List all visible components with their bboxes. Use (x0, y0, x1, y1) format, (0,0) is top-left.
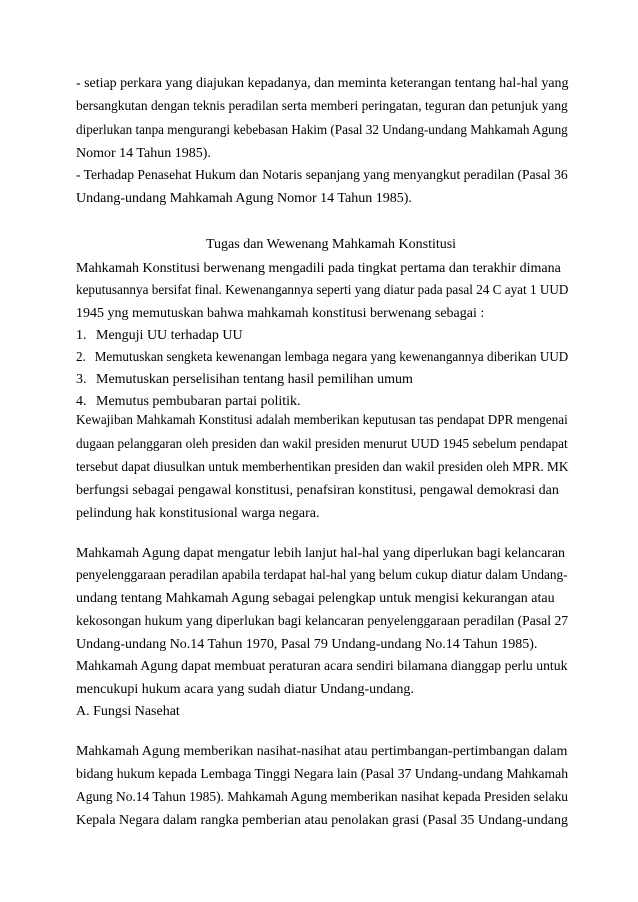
text-line: Undang-undang No.14 Tahun 1970, Pasal 79 Undang-undang No.14 Tahun 1985). (76, 637, 538, 652)
text-line: pelindung hak konstitusional warga negara. (76, 506, 320, 521)
section-heading: Tugas dan Wewenang Mahkamah Konstitusi (206, 237, 457, 252)
list-item (76, 394, 301, 410)
text-line: Kepala Negara dalam rangka pemberian atau penolakan grasi (Pasal 35 Undang-undang (76, 813, 568, 828)
list-item (76, 328, 243, 344)
list-number: 3. (76, 372, 87, 387)
list-number: 4. (76, 394, 87, 409)
subheading: A. Fungsi Nasehat (76, 704, 180, 719)
text-line: dugaan pelanggaran oleh presiden dan wakil presiden menurut UUD 1945 sebelum pendapat (76, 437, 568, 452)
text-line: - setiap perkara yang diajukan kepadanya, dan meminta keterangan tentang hal-hal yang (76, 76, 569, 91)
text-line: Mahkamah Agung memberikan nasihat-nasihat atau pertimbangan-pertimbangan dalam (76, 744, 568, 759)
list-item-text: Memutus pembubaran partai politik. (96, 394, 301, 409)
text-line: undang tentang Mahkamah Agung sebagai pelengkap untuk mengisi kekurangan atau (76, 591, 555, 606)
list-item-text: Memutuskan sengketa kewenangan lembaga negara yang kewenangannya diberikan UUD (94, 350, 569, 365)
text-line: kekosongan hukum yang diperlukan bagi kelancaran penyelenggaraan peradilan (Pasal 27 (76, 614, 569, 629)
list-item-text: Menguji UU terhadap UU (96, 328, 243, 343)
text-line: penyelenggaraan peradilan apabila terdapat hal-hal yang belum cukup diatur dalam Undang- (76, 568, 568, 583)
text-line: - Terhadap Penasehat Hukum dan Notaris sepanjang yang menyangkut peradilan (Pasal 36 (76, 168, 568, 183)
text-line: 1945 yng memutuskan bahwa mahkamah konstitusi berwenang sebagai : (76, 306, 485, 321)
text-line: Undang-undang Mahkamah Agung Nomor 14 Tahun 1985). (76, 191, 412, 206)
text-line: Nomor 14 Tahun 1985). (76, 146, 211, 161)
list-number: 1. (76, 328, 87, 343)
list-item (76, 350, 568, 366)
text-line: Mahkamah Agung dapat membuat peraturan acara sendiri bilamana dianggap perlu untuk (76, 659, 568, 674)
list-number: 2. (76, 350, 86, 365)
text-line: tersebut dapat diusulkan untuk memberhentikan presiden dan wakil presiden oleh MPR. MK (76, 460, 569, 475)
text-line: Mahkamah Konstitusi berwenang mengadili pada tingkat pertama dan terakhir dimana (76, 261, 561, 276)
text-line: keputusannya bersifat final. Kewenangannya seperti yang diatur pada pasal 24 C ayat 1 UUD (76, 283, 569, 298)
text-line: mencukupi hukum acara yang sudah diatur Undang-undang. (76, 682, 414, 697)
text-line: Kewajiban Mahkamah Konstitusi adalah memberikan keputusan tas pendapat DPR mengenai (76, 413, 568, 428)
text-line: bidang hukum kepada Lembaga Tinggi Negara lain (Pasal 37 Undang-undang Mahkamah (76, 767, 569, 782)
text-line: bersangkutan dengan teknis peradilan serta memberi peringatan, teguran dan petunjuk yang (76, 99, 568, 114)
list-item (76, 372, 413, 388)
text-line: Agung No.14 Tahun 1985). Mahkamah Agung memberikan nasihat kepada Presiden selaku (76, 790, 569, 805)
list-item-text: Memutuskan perselisihan tentang hasil pemilihan umum (96, 372, 413, 387)
text-line: Mahkamah Agung dapat mengatur lebih lanjut hal-hal yang diperlukan bagi kelancaran (76, 546, 566, 561)
text-line: diperlukan tanpa mengurangi kebebasan Hakim (Pasal 32 Undang-undang Mahkamah Agung (76, 123, 568, 138)
text-line: berfungsi sebagai pengawal konstitusi, penafsiran konstitusi, pengawal demokrasi dan (76, 483, 559, 498)
